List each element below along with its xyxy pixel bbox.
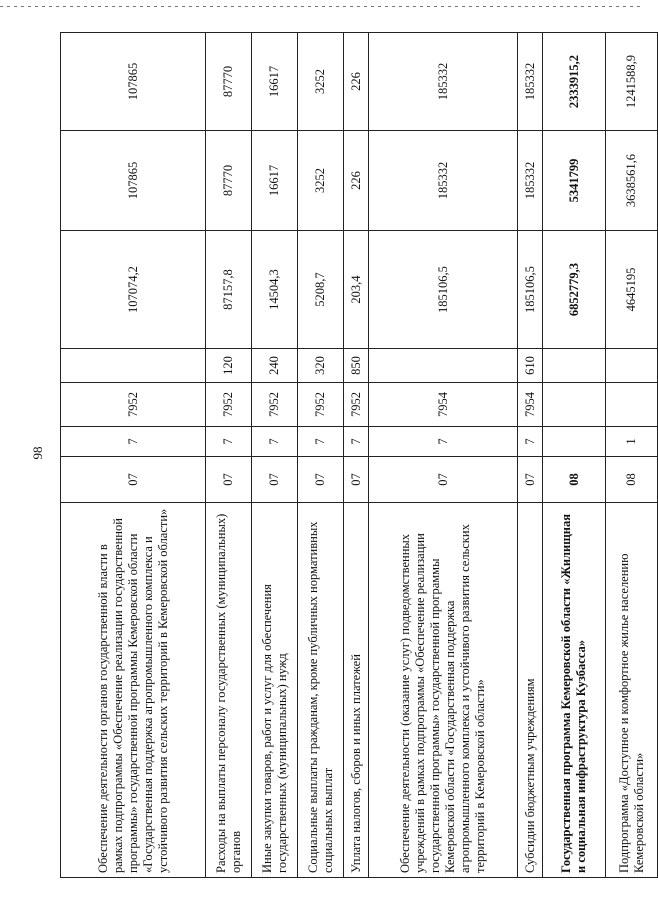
value-col3-cell: 87770 (206, 33, 252, 131)
value-col2-cell: 185332 (518, 131, 543, 231)
subsection-code-cell: 7 (206, 427, 252, 457)
expense-type-cell: 610 (518, 349, 543, 383)
value-col2-cell: 3638561,6 (606, 131, 658, 231)
value-col2-cell: 5341799 (543, 131, 606, 231)
value-col3-cell: 185332 (369, 33, 518, 131)
section-code-cell: 07 (252, 457, 298, 503)
value-col1-cell: 6852779,3 (543, 231, 606, 349)
value-col1-cell: 185106,5 (369, 231, 518, 349)
value-col1-cell: 107074,2 (61, 231, 206, 349)
table-row (344, 33, 369, 878)
section-code-cell: 07 (61, 457, 206, 503)
value-col3-cell: 107865 (61, 33, 206, 131)
section-code-cell: 08 (543, 457, 606, 503)
table-row (252, 33, 298, 878)
top-dashed-line (0, 6, 640, 7)
page-number: 98 (30, 446, 45, 460)
row-name-cell: Государственная программа Кемеровской области «Жилищная и социальная инфраструктура Кузбасса» (543, 503, 606, 878)
value-col1-cell: 4645195 (606, 231, 658, 349)
target-code-cell: 7952 (61, 383, 206, 427)
table-row (298, 33, 344, 878)
value-col3-cell: 1241588,9 (606, 33, 658, 131)
target-code-cell: 7952 (298, 383, 344, 427)
row-name-cell: Расходы на выплаты персоналу государственных (муниципальных) органов (206, 503, 252, 878)
value-col1-cell: 14504,3 (252, 231, 298, 349)
value-col3-cell: 185332 (518, 33, 543, 131)
target-code-cell: 7954 (369, 383, 518, 427)
table-row (606, 33, 658, 878)
value-col1-cell: 203,4 (344, 231, 369, 349)
subsection-code-cell: 7 (298, 427, 344, 457)
expense-type-cell: 850 (344, 349, 369, 383)
value-col2-cell: 87770 (206, 131, 252, 231)
expense-type-cell (369, 349, 518, 383)
expense-type-cell: 320 (298, 349, 344, 383)
value-col1-cell: 87157,8 (206, 231, 252, 349)
value-col3-cell: 2333915,2 (543, 33, 606, 131)
subsection-code-cell: 1 (606, 427, 658, 457)
expense-type-cell: 240 (252, 349, 298, 383)
subsection-code-cell: 7 (61, 427, 206, 457)
value-col2-cell: 107865 (61, 131, 206, 231)
table-row (61, 33, 206, 878)
target-code-cell: 7952 (344, 383, 369, 427)
value-col2-cell: 16617 (252, 131, 298, 231)
target-code-cell: 7954 (518, 383, 543, 427)
expense-type-cell (543, 349, 606, 383)
value-col2-cell: 185332 (369, 131, 518, 231)
row-name-cell: Подпрограмма «Доступное и комфортное жилье населению Кемеровской области» (606, 503, 658, 878)
section-code-cell: 07 (518, 457, 543, 503)
value-col2-cell: 3252 (298, 131, 344, 231)
value-col2-cell: 226 (344, 131, 369, 231)
table-row (206, 33, 252, 878)
budget-table (60, 32, 658, 878)
subsection-code-cell: 7 (518, 427, 543, 457)
subsection-code-cell: 7 (344, 427, 369, 457)
row-name-cell: Социальные выплаты гражданам, кроме публичных нормативных социальных выплат (298, 503, 344, 878)
section-code-cell: 08 (606, 457, 658, 503)
table-row (518, 33, 543, 878)
value-col1-cell: 185106,5 (518, 231, 543, 349)
subsection-code-cell: 7 (252, 427, 298, 457)
row-name-cell: Обеспечение деятельности органов государственной власти в рамках подпрограммы «Обеспечение реализации государственной программы» государственной программы Кемеровской области «Государственная поддержка агропромышленного комплекса и устойчивого развития сельских территорий в Кемеровской области» (61, 503, 206, 878)
value-col3-cell: 226 (344, 33, 369, 131)
target-code-cell (543, 383, 606, 427)
value-col3-cell: 3252 (298, 33, 344, 131)
value-col1-cell: 5208,7 (298, 231, 344, 349)
section-code-cell: 07 (206, 457, 252, 503)
row-name-cell: Субсидии бюджетным учреждениям (518, 503, 543, 878)
section-code-cell: 07 (298, 457, 344, 503)
table-row (369, 33, 518, 878)
row-name-cell: Уплата налогов, сборов и иных платежей (344, 503, 369, 878)
table-row (543, 33, 606, 878)
section-code-cell: 07 (369, 457, 518, 503)
row-name-cell: Иные закупки товаров, работ и услуг для обеспечения государственных (муниципальных) нужд (252, 503, 298, 878)
subsection-code-cell (543, 427, 606, 457)
value-col3-cell: 16617 (252, 33, 298, 131)
section-code-cell: 07 (344, 457, 369, 503)
target-code-cell (606, 383, 658, 427)
expense-type-cell: 120 (206, 349, 252, 383)
expense-type-cell (61, 349, 206, 383)
row-name-cell: Обеспечение деятельности (оказание услуг) подведомственных учреждений в рамках подпрограммы «Обеспечение реализации государственной программы» государственной программы Кемеровской области «Государственная поддержка агропромышленного комплекса и устойчивого развития сельских территорий в Кемеровской области» (369, 503, 518, 878)
subsection-code-cell: 7 (369, 427, 518, 457)
rotated-page-content (60, 33, 646, 878)
target-code-cell: 7952 (252, 383, 298, 427)
target-code-cell: 7952 (206, 383, 252, 427)
expense-type-cell (606, 349, 658, 383)
